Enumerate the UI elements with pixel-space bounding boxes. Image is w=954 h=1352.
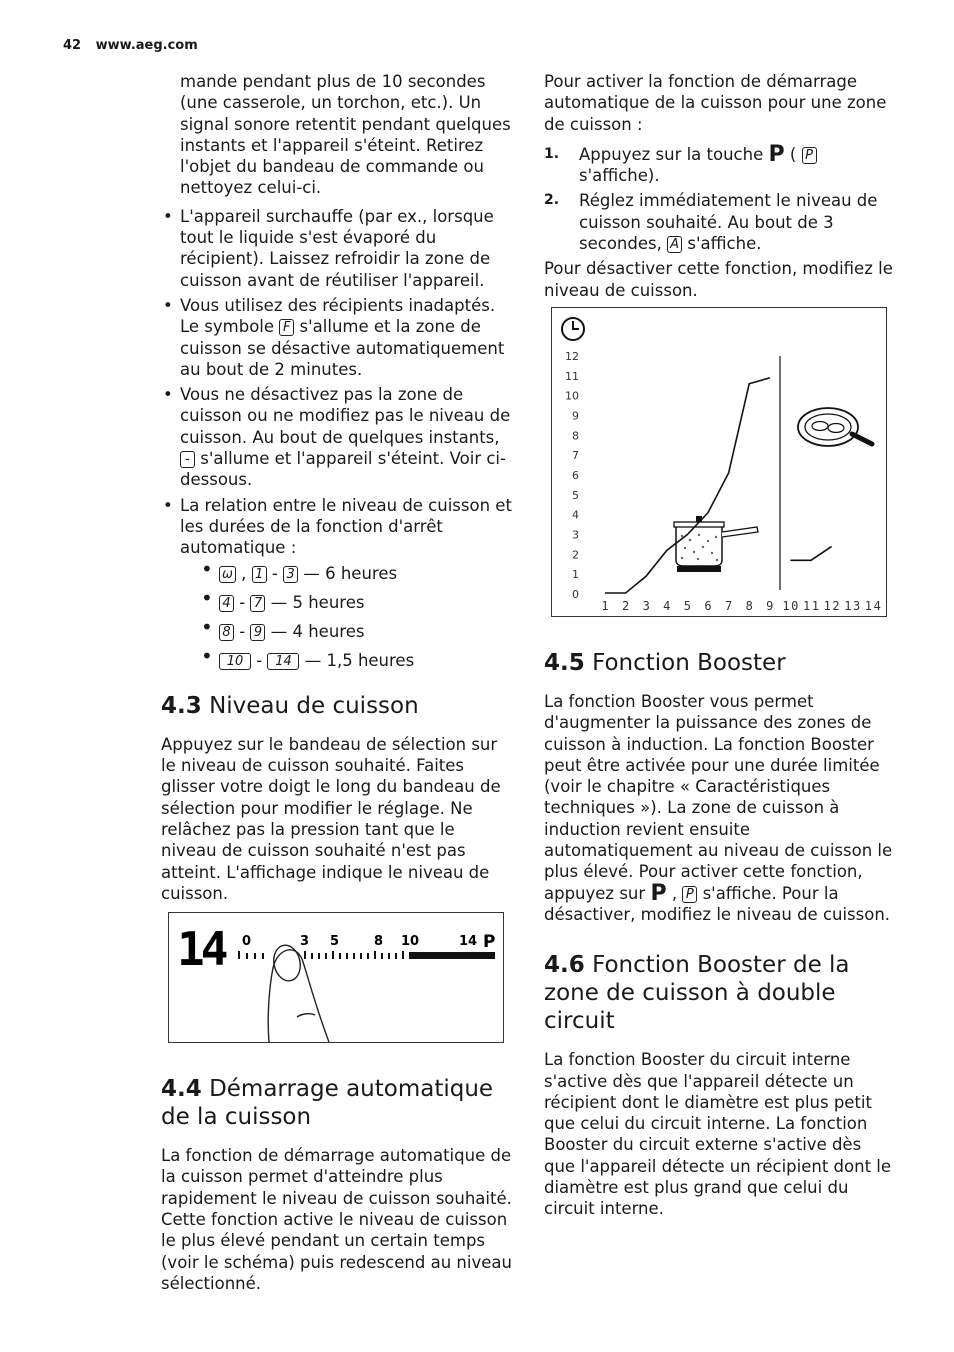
x-tick-label: 11: [803, 598, 819, 613]
section-heading-4-4: 4.4 Démarrage automatique de la cuisson: [161, 1076, 494, 1131]
section-4-4-body: La fonction de démarrage automatique de la cuisson permet d'atteindre plus rapidement le niveau de cuisson souhaité. Cette fonction active le niveau de cuisson le plus élevé pendant un certain temps (voir le schéma) puis redescend au niveau sélectionné.: [161, 1146, 512, 1293]
x-tick-label: 14: [864, 598, 881, 613]
symbol-p: P: [682, 886, 697, 903]
frying-pan-icon: [798, 408, 872, 446]
right-column: [544, 71, 894, 1226]
section-4-3-body: Appuyez sur le bandeau de sélection sur le niveau de cuisson souhaité. Faites glisser votre doigt le long du bandeau de sélection pour modifier le réglage. Ne relâchez pas la pression tant que le niveau de cuisson souhaité n'est pas atteint. L'affichage indique le niveau de cuisson.: [161, 734, 501, 903]
x-tick-labels: [601, 599, 880, 613]
svg-text:10: 10: [401, 934, 420, 950]
x-tick-label: 8: [745, 598, 753, 613]
y-tick-labels: [565, 350, 579, 601]
step-2: 2. Réglez immédiatement le niveau de cuisson souhaité. Au bout de 3 secondes, A s'affiche.: [544, 191, 878, 254]
y-tick-label: 5: [572, 488, 579, 502]
left-column: [161, 71, 513, 1300]
bullet-list: [161, 206, 513, 672]
x-tick-label: 3: [642, 598, 650, 613]
duration-item: • 10 - 14 — 1,5 heures: [199, 650, 513, 671]
y-tick-label: 9: [572, 409, 579, 423]
autostart-chart: [551, 307, 887, 617]
page-header: [63, 38, 208, 53]
y-tick-label: 0: [572, 587, 579, 601]
symbol-a: A: [667, 236, 682, 253]
y-tick-label: 10: [565, 389, 579, 403]
bullet-relation: • La relation entre le niveau de cuisson et les durées de la fonction d'arrêt automatique : • ω , 1 - 3 — 6 heures • 4 - 7 — 5 heures • 8 - 9 — 4 heures • 10 - 14 — 1,5 heures: [161, 495, 513, 672]
duration-item: • 8 - 9 — 4 heures: [199, 621, 513, 642]
y-tick-label: 12: [565, 349, 579, 363]
x-tick-label: 7: [724, 598, 733, 613]
step-1: 1. Appuyez sur la touche P ( P s'affiche).: [544, 144, 894, 187]
x-tick-label: 2: [621, 598, 630, 613]
intro-paragraph: mande pendant plus de 10 secondes (une casserole, un torchon, etc.). Un signal sonore retentit pendant quelques instants et l'appareil s'éteint. Retirez l'objet du bandeau de commande ou nettoyez celui-ci.: [180, 72, 511, 198]
y-tick-label: 11: [565, 369, 579, 383]
key-p-icon: P: [650, 880, 667, 906]
section-4-6-body: La fonction Booster du circuit interne s'active dès que l'appareil détecte un récipient dont le diamètre est plus petit que celui du circuit interne. La fonction Booster du circuit externe s'active dès que l'appareil détecte un récipient dont le diamètre est plus grand que celui du circuit interne.: [544, 1050, 892, 1219]
symbol-dash: -: [180, 451, 195, 468]
x-tick-label: 12: [823, 598, 840, 613]
svg-text:5: 5: [330, 934, 340, 950]
pot-icon: [674, 516, 758, 572]
duration-list: [199, 563, 513, 672]
svg-text:14: 14: [459, 934, 478, 950]
series-line: [790, 546, 831, 560]
x-tick-label: 6: [704, 598, 712, 613]
deactivation-note: Pour désactiver cette fonction, modifiez le niveau de cuisson.: [544, 259, 893, 300]
section-heading-4-6: 4.6 Fonction Booster de la zone de cuisson à double circuit: [544, 952, 850, 1035]
x-tick-label: 1: [601, 598, 609, 613]
level-display: 14: [177, 922, 225, 977]
x-tick-label: 13: [844, 598, 861, 613]
slider-scale-labels: [242, 932, 495, 952]
symbol-p: P: [802, 147, 817, 164]
y-tick-label: 1: [572, 568, 579, 582]
clock-icon: [562, 318, 584, 340]
y-tick-label: 8: [572, 429, 579, 443]
key-p-icon: P: [768, 141, 785, 167]
x-tick-label: 4: [663, 598, 671, 613]
x-tick-label: 9: [766, 598, 774, 613]
y-tick-label: 7: [572, 449, 579, 463]
y-tick-label: 6: [572, 468, 579, 482]
section-4-5-body: La fonction Booster vous permet d'augmenter la puissance des zones de cuisson à induction. La fonction Booster peut être activée pour une durée limitée (voir le chapitre « Caractéristiques techniques »). La zone de cuisson à induction revient ensuite automatiquement au niveau de cuisson le plus élevé. Pour activer cette fonction, appuyez sur P , P s'affiche. Pour la désactiver, modifiez le niveau de cuisson.: [544, 691, 893, 924]
bullet-unsuitable-cookware: • Vous utilisez des récipients inadaptés. Le symbole F s'allume et la zone de cuisson se désactive automatiquement au bout de 2 minutes.: [161, 295, 513, 380]
section-heading-4-3: 4.3 Niveau de cuisson: [161, 692, 419, 719]
slider-filled-bar[interactable]: [409, 952, 495, 959]
page-number: 42: [63, 38, 82, 53]
symbol-f: F: [279, 319, 294, 336]
x-tick-label: 10: [782, 598, 799, 613]
y-tick-label: 3: [572, 528, 579, 542]
bullet-overheat: • L'appareil surchauffe (par ex., lorsque tout le liquide s'est évaporé du récipient). Laissez refroidir la zone de cuisson avant de réutiliser l'appareil.: [161, 206, 513, 291]
bullet-auto-off: • Vous ne désactivez pas la zone de cuisson ou ne modifiez pas le niveau de cuisson. Au bout de quelques instants, - s'allume et l'appareil s'éteint. Voir ci-dessous.: [161, 384, 513, 490]
svg-text:8: 8: [374, 934, 384, 950]
site-url: www.aeg.com: [95, 38, 198, 53]
duration-item: • 4 - 7 — 5 heures: [199, 592, 513, 613]
steps-list: [544, 141, 894, 254]
y-tick-label: 2: [572, 548, 579, 562]
slider-ticks: [239, 951, 403, 959]
duration-item: • ω , 1 - 3 — 6 heures: [199, 563, 513, 584]
activation-intro: Pour activer la fonction de démarrage automatique de la cuisson pour une zone de cuisson :: [544, 72, 887, 134]
svg-text:P: P: [483, 932, 496, 953]
y-tick-label: 4: [572, 508, 579, 522]
x-tick-label: 5: [683, 598, 692, 613]
svg-text:3: 3: [300, 934, 310, 950]
svg-text:0: 0: [242, 934, 252, 950]
section-heading-4-5: 4.5 Fonction Booster: [544, 649, 786, 676]
slider-figure: [168, 912, 504, 1043]
